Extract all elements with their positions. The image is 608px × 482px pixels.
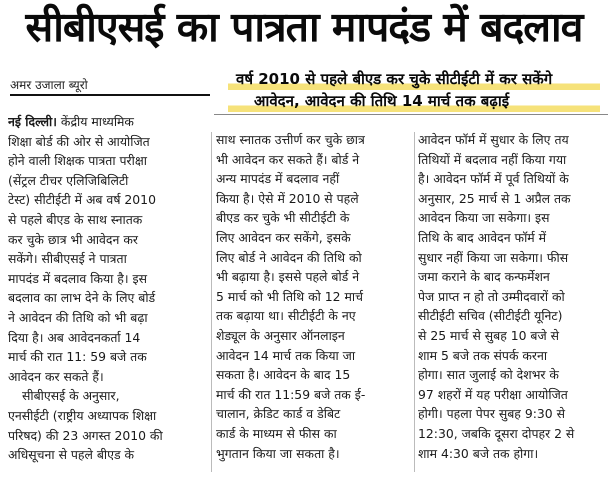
text-line: शेड्यूल के अनुसार ऑनलाइन <box>216 327 345 343</box>
article-column-3 <box>418 130 602 463</box>
text-line: दिया है। अब आवेदनकर्ता 14 <box>8 329 141 345</box>
text-line: भुगतान किया जा सकता है। <box>216 445 340 461</box>
subheadline-line-1: वर्ष 2010 से पहले बीएड कर चुके सीटीईटी में कर सकेंगे <box>228 68 600 90</box>
text-line: 12:30, जबकि दूसरा दोपहर 2 से <box>418 425 575 441</box>
text-line: भी बढ़ाया है। इससे पहले बोर्ड ने <box>216 269 360 285</box>
dateline: नई दिल्ली। <box>8 114 57 129</box>
text-line: से पहले बीएड के साथ स्नातक <box>8 211 143 227</box>
text-line: अन्य मापदंड में बदलाव नहीं <box>216 171 340 187</box>
column-divider <box>211 132 212 472</box>
text-line: टेस्ट) सीटीईटी में अब वर्ष 2010 <box>8 192 156 208</box>
text-line: आवेदन फॉर्म में सुधार के लिए तय <box>418 132 569 147</box>
text-line: शाम 5 बजे तक संपर्क करना <box>418 347 548 363</box>
subheadline-rule <box>214 114 608 115</box>
text-line: सकेंगे। सीबीएसई ने पात्रता <box>8 251 127 267</box>
text-line: तिथि के बाद आवेदन फॉर्म में <box>418 229 547 245</box>
headline: सीबीएसई का पात्रता मापदंड में बदलाव <box>25 3 583 51</box>
text-line: जमा कराने के बाद कन्फर्मेशन <box>418 269 550 285</box>
text-line: ने आवेदन की तिथि को भी बढ़ा <box>8 309 148 325</box>
article-column-2 <box>216 130 412 463</box>
text-line: मापदंड में बदलाव किया है। इस <box>8 270 147 286</box>
text-line: सीबीएसई के अनुसार, <box>22 388 120 404</box>
text-line: अनुसार, 25 मार्च से 1 अप्रैल तक <box>418 190 571 206</box>
column-divider <box>414 132 415 472</box>
text-line: होगी। पहला पेपर सुबह 9:30 से <box>418 406 565 422</box>
text-line: आवेदन किया जा सकेगा। इस <box>418 210 550 226</box>
text-line: साथ स्नातक उत्तीर्ण कर चुके छात्र <box>216 132 365 147</box>
text-line: शाम 4:30 बजे तक होगा। <box>418 445 539 461</box>
text-line: अधिसूचना से पहले बीएड के <box>8 447 135 463</box>
text-line: होगा। सात जुलाई को देशभर के <box>418 367 559 383</box>
text-line: 97 शहरों में यह परीक्षा आयोजित <box>418 386 568 402</box>
text-line: होने वाली शिक्षक पात्रता परीक्षा <box>8 153 147 169</box>
subheadline-line-2: आवेदन, आवेदन की तिथि 14 मार्च तक बढ़ाई <box>228 90 600 112</box>
text-line: बदलाव का लाभ देने के लिए बोर्ड <box>8 290 156 306</box>
text-line: आवेदन कर सकते हैं। <box>8 368 104 384</box>
article-column-1 <box>8 112 208 465</box>
text-line: मार्च की रात 11:59 बजे तक ई- <box>216 386 366 402</box>
text-line: भी आवेदन कर सकते हैं। बोर्ड ने <box>216 151 360 167</box>
text-line: 5 मार्च को भी तिथि को 12 मार्च <box>216 288 363 304</box>
text-line: मार्च की रात 11: 59 बजे तक <box>8 349 147 365</box>
text-line: चालान, क्रेडिट कार्ड व डेबिट <box>216 406 341 422</box>
text-line: लिए आवेदन कर सकेंगे, इसके <box>216 229 351 245</box>
text-line: से 25 मार्च से सुबह 10 बजे से <box>418 327 560 343</box>
byline: अमर उजाला ब्यूरो <box>10 78 88 92</box>
text-line: कार्ड के माध्यम से फीस का <box>216 425 337 441</box>
text-line: है। आवेदन फॉर्म में पूर्व तिथियों के <box>418 171 569 187</box>
text-line: लिए बोर्ड ने आवेदन की तिथि को <box>216 249 362 265</box>
byline-rule <box>10 94 210 96</box>
text-line: बीएड कर चुके भी सीटीईटी के <box>216 210 350 226</box>
text-line: किया है। ऐसे में 2010 से पहले <box>216 190 359 206</box>
text-line: आवेदन 14 मार्च तक किया जा <box>216 347 356 363</box>
text-line: (सेंट्रल टीचर एलिजिबिलिटी <box>8 172 129 188</box>
text-line: सीटीईटी सचिव (सीटीईटी यूनिट) <box>418 308 563 324</box>
text-line: पेज प्राप्त न हो तो उम्मीदवारों को <box>418 288 565 304</box>
text-line: परिषद) की 23 अगस्त 2010 की <box>8 427 163 443</box>
text-line: केंद्रीय माध्यमिक <box>60 114 134 129</box>
text-line: कर चुके छात्र भी आवेदन कर <box>8 231 138 247</box>
text-line: सुधार नहीं किया जा सकेगा। फीस <box>418 249 569 265</box>
text-line: सकता है। आवेदन के बाद 15 <box>216 367 351 383</box>
text-line: तिथियों में बदलाव नहीं किया गया <box>418 151 567 167</box>
text-line: एनसीईटी (राष्ट्रीय अध्यापक शिक्षा <box>8 407 157 423</box>
text-line: शिक्षा बोर्ड की ओर से आयोजित <box>8 133 150 149</box>
subheadline <box>228 68 600 112</box>
text-line: तक बढ़ाया था। सीटीईटी के नए <box>216 308 356 324</box>
